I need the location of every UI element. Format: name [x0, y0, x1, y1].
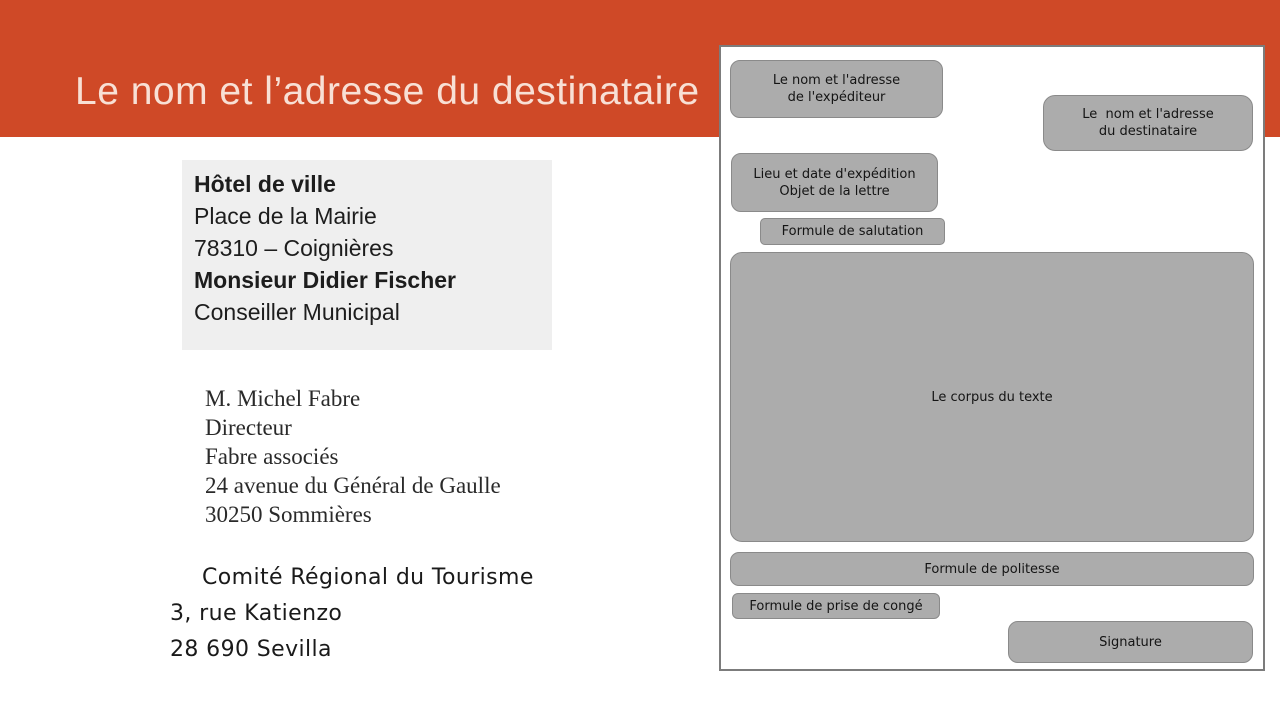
- diagram-box-sender-line2: de l'expéditeur: [787, 90, 886, 105]
- address-line-org: Fabre associés: [205, 444, 339, 469]
- example-address-fabre: [205, 384, 501, 529]
- diagram-box-signature-label: Signature: [1099, 634, 1162, 650]
- diagram-box-sender-address: [730, 60, 943, 118]
- diagram-box-signature: [1008, 621, 1253, 663]
- address-line-org: Comité Régional du Tourisme: [202, 565, 534, 590]
- page-title: Le nom et l’adresse du destinataire: [75, 70, 700, 113]
- address-line-street: Place de la Mairie: [194, 203, 377, 229]
- address-line-org: Hôtel de ville: [194, 171, 336, 197]
- diagram-box-date-line2: Objet de la lettre: [779, 183, 890, 199]
- address-line-city: 28 690 Sevilla: [170, 637, 332, 662]
- diagram-box-recipient-address: [1043, 95, 1253, 151]
- diagram-box-recipient-line1: Le nom et l'adresse: [1082, 107, 1214, 122]
- address-line-person: Monsieur Didier Fischer: [194, 267, 457, 293]
- diagram-box-date-line1: Lieu et date d'expédition: [753, 166, 916, 182]
- diagram-box-salutation-label: Formule de salutation: [781, 224, 924, 239]
- diagram-box-salutation: [760, 218, 945, 245]
- letter-layout-diagram: [719, 45, 1265, 671]
- diagram-box-body-text: [730, 252, 1254, 542]
- example-address-tourisme: [170, 560, 534, 668]
- diagram-box-politeness-label: Formule de politesse: [924, 561, 1060, 577]
- example-address-mairie: [182, 160, 552, 350]
- diagram-box-closing-formula: [732, 593, 940, 619]
- diagram-box-date-and-object: [731, 153, 938, 212]
- address-line-role: Conseiller Municipal: [194, 299, 400, 325]
- diagram-box-recipient-line2: du destinataire: [1098, 124, 1198, 139]
- address-line-city: 78310 – Coignières: [194, 235, 394, 261]
- address-line-street: 3, rue Katienzo: [170, 601, 343, 626]
- address-line-role: Directeur: [205, 415, 292, 440]
- diagram-box-sender-line1: Le nom et l'adresse: [772, 73, 901, 88]
- address-line-street: 24 avenue du Général de Gaulle: [205, 473, 501, 498]
- address-line-city: 30250 Sommières: [205, 502, 372, 527]
- diagram-box-closing-label: Formule de prise de congé: [749, 598, 923, 614]
- diagram-box-body-label: Le corpus du texte: [931, 389, 1053, 405]
- diagram-box-politeness-formula: [730, 552, 1254, 586]
- address-line-person: M. Michel Fabre: [205, 386, 361, 411]
